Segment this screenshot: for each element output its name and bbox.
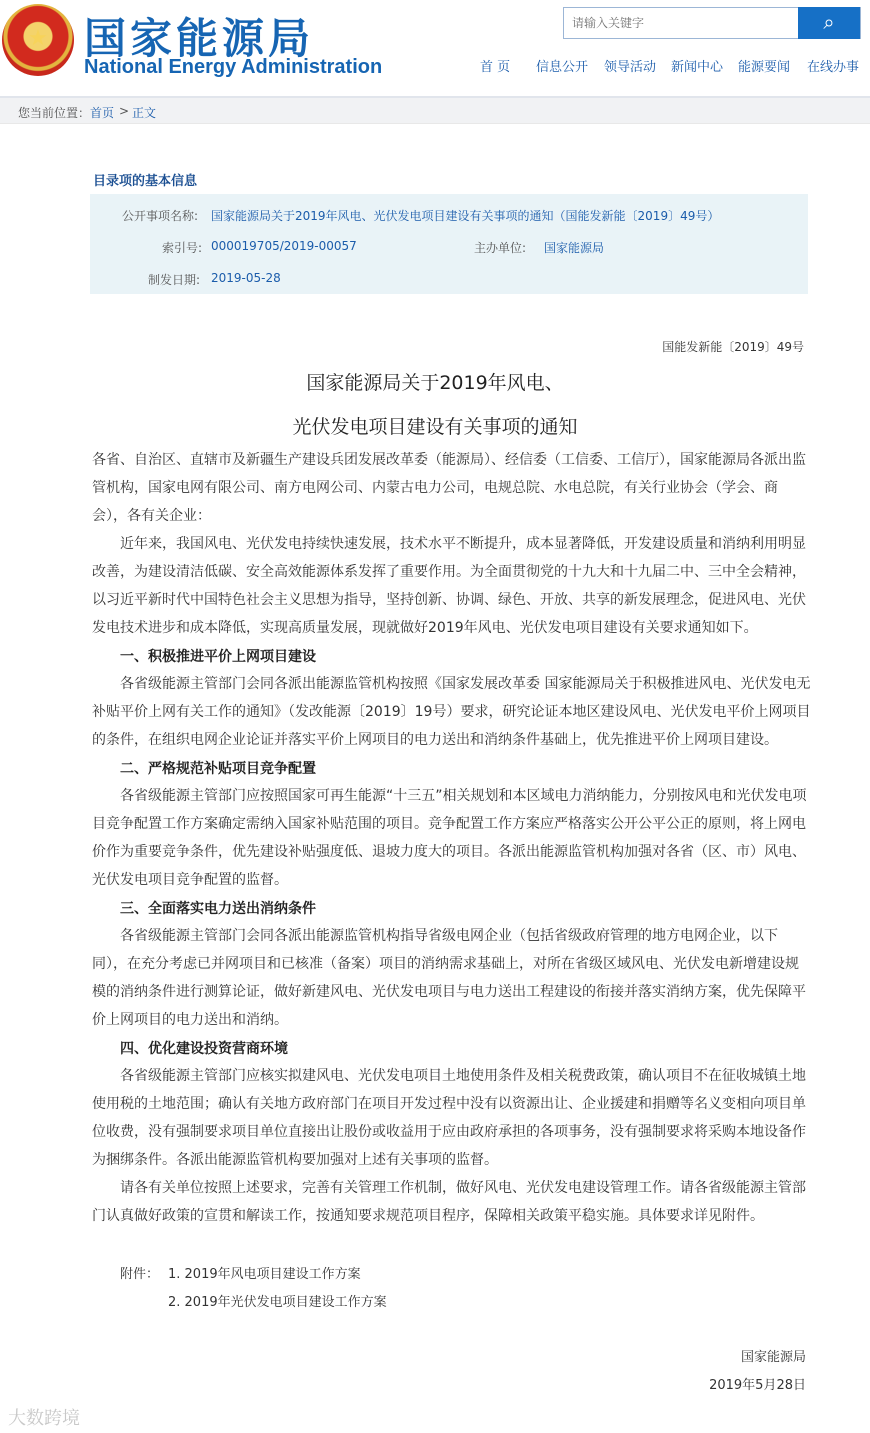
site-logo-cn[interactable]: 国家能源局 [84,14,315,63]
signature-date: 2019年5月28日 [709,1378,806,1393]
info-date-label: 制发日期: [148,273,201,287]
addressee-paragraph: 各省、自治区、直辖市及新疆生产建设兵团发展改革委（能源局）、经信委（工信委、工信厅），国家能源局各派出监管机构，国家电网有限公司、南方电网公司、内蒙古电力公司，电规总院、水电总院，有关行业协会（学会、商会），各有关企业： [92,452,806,524]
closing-paragraph: 请各有关单位按照上述要求，完善有关管理工作机制，做好风电、光伏发电建设管理工作。请各省级能源主管部门认真做好政策的宣贯和解读工作，按通知要求规范项目程序，保障相关政策平稳实施。具体要求详见附件。 [92,1180,806,1224]
info-index-label: 索引号: [162,241,203,255]
national-emblem-icon: ★ [2,4,74,76]
search-button[interactable] [798,7,860,39]
site-header [0,0,870,90]
document-number: 国能发新能〔2019〕49号 [662,340,804,354]
info-name-label: 公开事项名称: [122,209,199,223]
search-box [563,7,861,39]
document-title-line2: 光伏发电项目建设有关事项的通知 [292,416,578,438]
nav-news-center[interactable]: 新闻中心 [671,60,724,75]
breadcrumb-home[interactable]: 首页 [90,106,115,120]
nav-leader-activities[interactable]: 领导活动 [604,60,657,75]
section-heading-4: 四、优化建设投资营商环境 [120,1041,288,1057]
section-paragraph-4: 各省级能源主管部门应核实拟建风电、光伏发电项目土地使用条件及相关税费政策，确认项目不在征收城镇土地使用税的土地范围；确认有关地方政府部门在项目开发过程中没有以资源出让、企业援建和捐赠等名义变相向项目单位收费，没有强制要求项目单位直接出让股份或收益用于应由政府承担的各项事务，没有强制要求将采购本地设备作为捆绑条件。各派出能源监管机构要加强对上述有关事项的监督。 [92,1068,806,1168]
nav-home[interactable]: 首 页 [480,60,511,75]
nav-energy-news[interactable]: 能源要闻 [738,60,791,75]
nav-info-public[interactable]: 信息公开 [536,60,589,75]
attachment-1: 1. 2019年风电项目建设工作方案 [168,1267,361,1282]
breadcrumb-label: 您当前位置： [18,106,91,120]
signature-org: 国家能源局 [740,1350,806,1365]
info-org-label: 主办单位: [474,241,527,255]
search-input[interactable] [564,8,816,38]
info-date-value: 2019-05-28 [211,271,281,285]
breadcrumb [0,96,870,124]
main-nav [470,56,870,80]
section-heading-2: 二、严格规范补贴项目竞争配置 [120,761,316,777]
watermark: 大数跨境 [8,1408,80,1429]
info-name-value: 国家能源局关于2019年风电、光伏发电项目建设有关事项的通知（国能发新能〔2019〕49号） [211,209,720,223]
document-title-line1: 国家能源局关于2019年风电、 [306,372,564,394]
site-logo-en[interactable]: National Energy Administration [84,56,383,78]
section-paragraph-1: 各省级能源主管部门会同各派出能源监管机构按照《国家发展改革委 国家能源局关于积极推进风电、光伏发电无补贴平价上网有关工作的通知》（发改能源〔2019〕19号）要求，研究论证本地区建设风电、光伏发电平价上网项目的条件，在组织电网企业论证并落实平价上网项目的电力送出和消纳条件基础上，优先推进平价上网项目建设。 [92,676,811,748]
info-index-value: 000019705/2019-00057 [211,239,357,253]
section-heading-3: 三、全面落实电力送出消纳条件 [120,901,316,917]
section-paragraph-2: 各省级能源主管部门应按照国家可再生能源“十三五”相关规划和本区域电力消纳能力，分别按风电和光伏发电项目竞争配置工作方案确定需纳入国家补贴范围的项目。竞争配置工作方案应严格落实公开公平公正的原则，将上网电价作为重要竞争条件，优先建设补贴强度低、退坡力度大的项目。各派出能源监管机构加强对各省（区、市）风电、光伏发电项目竞争配置的监督。 [92,788,807,888]
info-box [90,194,808,294]
search-icon: ⌕ [823,11,835,34]
info-section-title: 目录项的基本信息 [93,174,198,189]
attachment-2: 2. 2019年光伏发电项目建设工作方案 [168,1295,387,1310]
breadcrumb-current: 正文 [132,106,157,120]
intro-paragraph: 近年来，我国风电、光伏发电持续快速发展，技术水平不断提升，成本显著降低，开发建设质量和消纳利用明显改善，为建设清洁低碳、安全高效能源体系发挥了重要作用。为全面贯彻党的十九大和十九届二中、三中全会精神，以习近平新时代中国特色社会主义思想为指导，坚持创新、协调、绿色、开放、共享的新发展理念，促进风电、光伏发电技术进步和成本降低，实现高质量发展，现就做好2019年风电、光伏发电项目建设有关要求通知如下。 [92,536,806,636]
nav-online-service[interactable]: 在线办事 [807,60,860,75]
section-paragraph-3: 各省级能源主管部门会同各派出能源监管机构指导省级电网企业（包括省级政府管理的地方电网企业，以下同），在充分考虑已并网项目和已核准（备案）项目的消纳需求基础上，对所在省级区域风电、光伏发电新增建设规模的消纳条件进行测算论证，做好新建风电、光伏发电项目与电力送出工程建设的衔接并落实消纳方案，优先保障平价上网项目的电力送出和消纳。 [92,928,806,1028]
attachment-label: 附件： [120,1267,160,1282]
section-heading-1: 一、积极推进平价上网项目建设 [120,649,316,665]
breadcrumb-separator: > [119,104,130,118]
info-org-value: 国家能源局 [544,241,605,255]
